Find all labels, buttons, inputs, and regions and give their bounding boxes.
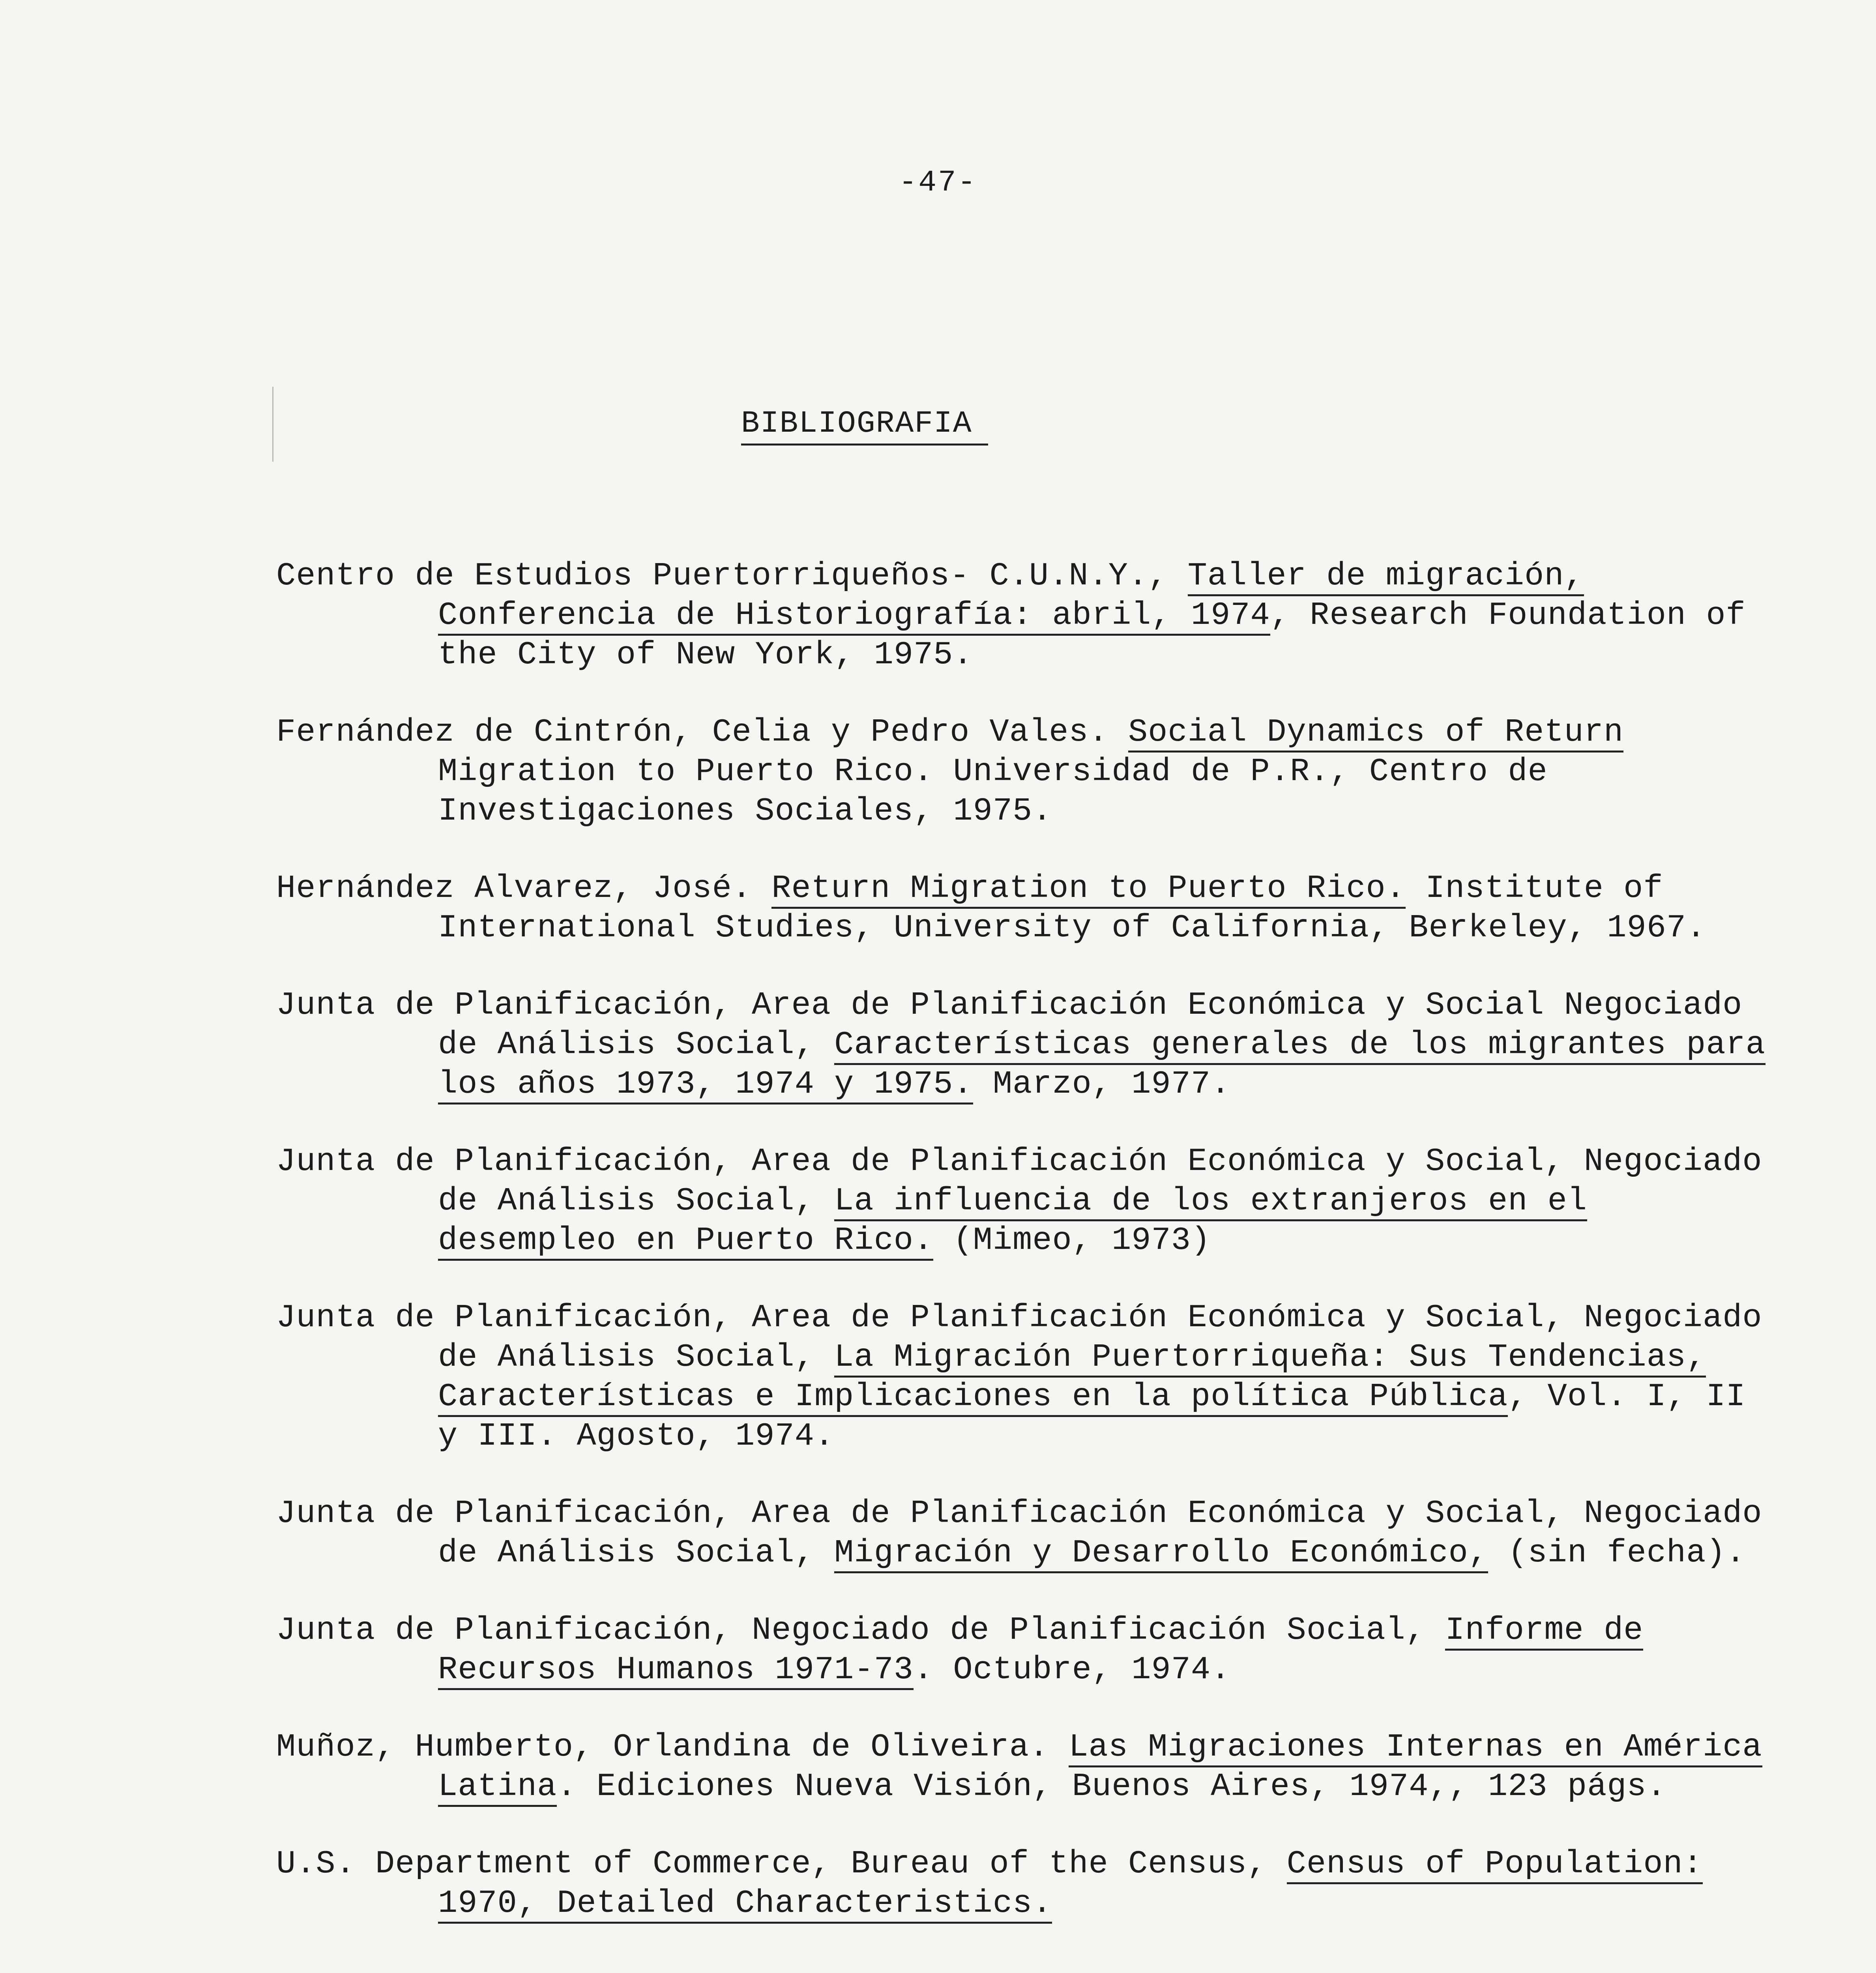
entry-author: Junta de Planificación, Area de Planificación Económica y Social, Negociado de Análisis Social, <box>276 1143 1762 1219</box>
entry-details: (Mimeo, 1973) <box>933 1222 1211 1259</box>
entry-author: U.S. Department of Commerce, Bureau of the Census, <box>276 1846 1287 1882</box>
entry-title: Características generales de los migrantes para los años 1973, 1974 y 1975. <box>438 1026 1766 1104</box>
entry-details: Marzo, 1977. <box>973 1066 1231 1103</box>
entry-details: Migration to Puerto Rico. Universidad de P.R., Centro de Investigaciones Sociales, 1975. <box>438 753 1548 829</box>
entry-author: Junta de Planificación, Area de Planificación Económica y Social Negociado de Análisis Social, <box>276 987 1743 1063</box>
entry-title: Social Dynamics of Return <box>1128 714 1623 753</box>
entry-title: Informe de Recursos Humanos 1971-73 <box>438 1612 1643 1690</box>
margin-mark <box>272 387 273 462</box>
bibliography-entry <box>276 1844 1784 1923</box>
entry-author: Junta de Planificación, Area de Planificación Económica y Social, Negociado de Análisis Social, <box>276 1299 1762 1376</box>
entry-title: Census of Population: 1970, Detailed Characteristics. <box>438 1846 1703 1924</box>
page-number: -47- <box>899 166 977 200</box>
entry-author: Junta de Planificación, Area de Planificación Económica y Social, Negociado de Análisis Social, <box>276 1495 1762 1571</box>
bibliography-list <box>276 556 1784 1973</box>
entry-details: . Octubre, 1974. <box>914 1651 1231 1688</box>
entry-title: Taller de migración, Conferencia de Historiografía: abril, 1974 <box>438 558 1584 636</box>
bibliography-entry <box>276 713 1784 831</box>
bibliography-entry <box>276 1142 1784 1260</box>
entry-details: , Research Foundation of the City of New York, 1975. <box>438 597 1746 673</box>
entry-title: La Migración Puertorriqueña: Sus Tendencias, Características e Implicaciones en la política Pública <box>438 1339 1706 1417</box>
entry-author: Fernández de Cintrón, Celia y Pedro Vales. <box>276 714 1128 751</box>
entry-title: Return Migration to Puerto Rico. <box>771 870 1406 909</box>
bibliography-entry <box>276 556 1784 675</box>
entry-details: (sin fecha). <box>1488 1535 1746 1571</box>
entry-details: Institute of International Studies, University of California, Berkeley, 1967. <box>438 870 1706 946</box>
bibliography-entry <box>276 869 1784 948</box>
bibliography-entry <box>276 986 1784 1104</box>
entry-title: Las Migraciones Internas en América Latina <box>438 1729 1762 1807</box>
bibliography-entry <box>276 1611 1784 1690</box>
entry-author: Centro de Estudios Puertorriqueños- C.U.N.Y., <box>276 558 1188 594</box>
bibliography-entry <box>276 1728 1784 1806</box>
bibliography-entry <box>276 1298 1784 1456</box>
bibliography-entry <box>276 1494 1784 1573</box>
page-title: BIBLIOGRAFIA <box>741 406 988 446</box>
entry-author: Muñoz, Humberto, Orlandina de Oliveira. <box>276 1729 1069 1765</box>
entry-author: Junta de Planificación, Negociado de Planificación Social, <box>276 1612 1445 1649</box>
entry-details: , Vol. I, II y III. Agosto, 1974. <box>438 1378 1746 1454</box>
entry-title: La influencia de los extranjeros en el desempleo en Puerto Rico. <box>438 1183 1587 1261</box>
entry-details: . Ediciones Nueva Visión, Buenos Aires, 1974,, 123 págs. <box>557 1768 1666 1805</box>
entry-title: Migración y Desarrollo Económico, <box>834 1535 1488 1573</box>
entry-author: Hernández Alvarez, José. <box>276 870 772 907</box>
